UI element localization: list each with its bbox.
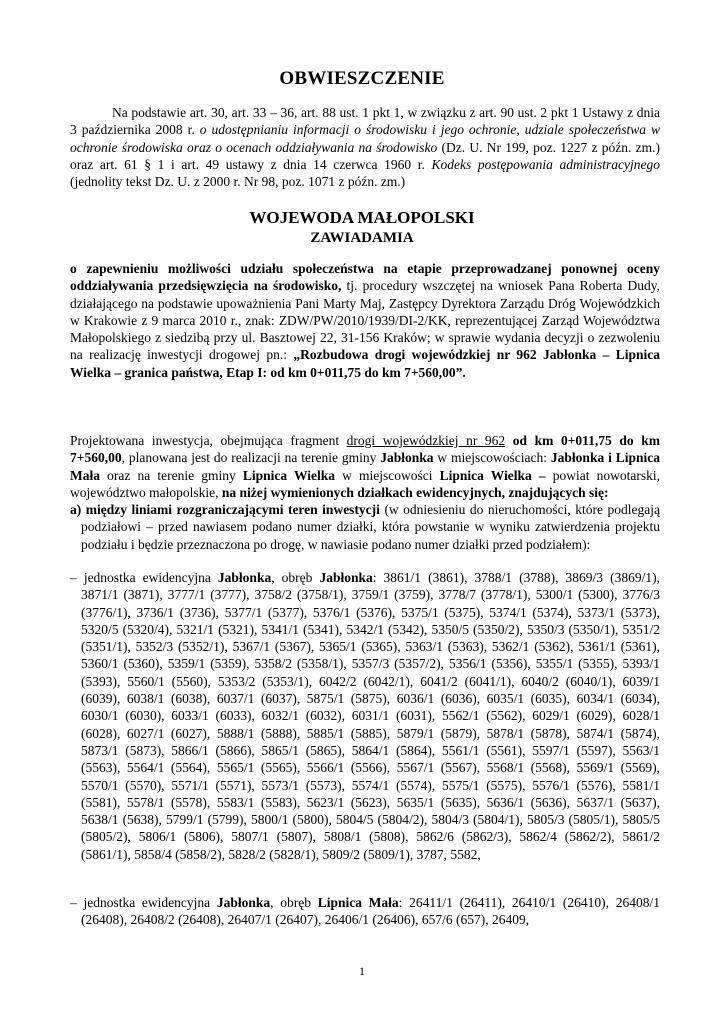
item-a-text: (w odniesieniu do nieruchomości, które podlegają podziałowi – przed nawiasem podano numer działki, która powstanie w wyniku zatwierdzenia projektu podziału i będzie przeznaczona po drogę, w nawiasie podano numer działki przed podziałem): bbox=[81, 502, 660, 552]
notice-subject: o zapewnieniu możliwości udziału społeczeństwa na etapie przeprowadzanej ponownej oceny oddziaływania przedsięwzięcia na środowisko, bbox=[70, 261, 660, 294]
unit-name: Jabłonka bbox=[217, 570, 272, 585]
precinct-label: , obręb bbox=[270, 895, 318, 910]
unit-name: Jabłonka bbox=[216, 895, 271, 910]
precinct-name: Jabłonka bbox=[319, 570, 373, 585]
action-heading: ZAWIADAMIA bbox=[310, 230, 414, 246]
investment-text: Projektowana inwestycja, obejmująca fragment bbox=[70, 433, 347, 448]
investment-paragraph bbox=[70, 432, 660, 501]
legal-basis-text: Na podstawie art. 30, art. 33 – 36, art. 88 ust. 1 pkt 1, w związku z art. 90 ust. 2 pkt 1 Ustawy z dnia 3 października 2008 r. bbox=[70, 105, 660, 138]
investment-text-4: oraz na terenie gminy bbox=[100, 467, 243, 483]
item-a-heading: a) między liniami rozgraniczającymi teren inwestycji bbox=[70, 502, 380, 517]
parcels-intro: na niżej wymienionych działkach ewidencyjnych, znajdujących się: bbox=[221, 484, 609, 500]
investment-text-2: , planowana jest do realizacji na terenie gminy bbox=[121, 450, 381, 466]
km-range: od km 0+011,75 do km 7+560,00 bbox=[70, 433, 660, 466]
unit-label: – jednostka ewidencyjna bbox=[70, 570, 218, 585]
parcel-list-lipnica-mala bbox=[70, 894, 660, 929]
authority-heading: WOJEWODA MAŁOPOLSKI bbox=[249, 208, 475, 227]
investment-text-5: w miejscowości bbox=[334, 467, 440, 483]
legal-basis-paragraph bbox=[70, 104, 660, 190]
parcel-list-jablonka bbox=[70, 569, 660, 863]
commune-lipnica-wielka: Lipnica Wielka bbox=[242, 467, 335, 483]
parcel-numbers: : 26411/1 (26411), 26410/1 (26410), 26408/1 (26408), 26408/2 (26408), 26407/1 (26407), 26406/1 (26406), 657/6 (657), 26409, bbox=[81, 895, 660, 928]
locality-lipnica-wielka: Lipnica Wielka – bbox=[439, 467, 546, 483]
parcel-numbers: : 3861/1 (3861), 3788/1 (3788), 3869/3 (3869/1), 3871/1 (3871), 3777/1 (3777), 3758/2 (3758/1), 3759/1 (3759), 3778/7 (3778/1), 5300/1 (5300), 3776/3 (3776/1), 3736/1 (3736), 5377/1 (5377), 5376/1 (5376), 5375/1 (5375), 5374/1 (5374), 5373/1 (5373), 5320/5 (5320/4), 5321/1 (5321), 5341/1 (5341), 5342/1 (5342), 5350/5 (5350/2), 5350/3 (5350/1), 5351/2 (5351/1), 5352/3 (5352/1), 5367/1 (5367), 5365/1 (5365), 5363/1 (5363), 5362/1 (5362), 5361/1 (5361), 5360/1 (5360), 5359/1 (5359), 5358/2 (5358/1), 5357/3 (5357/2), 5356/1 (5356), 5355/1 (5355), 5393/1 (5393), 5560/1 (5560), 5353/2 (5353/1), 6042/2 (6042/1), 6041/2 (6041/1), 6040/2 (6040/1), 6039/1 (6039), 6038/1 (6038), 6037/1 (6037), 5875/1 (5875), 6036/1 (6036), 6035/1 (6035), 6034/1 (6034), 6030/1 (6030), 6033/1 (6033), 6032/1 (6032), 6031/1 (6031), 5562/1 (5562), 6029/1 (6029), 6028/1 (6028), 6027/1 (6027), 5888/1 (5888), 5885/1 (5885), 5879/1 (5879), 5878/1 (5878), 5874/1 (5874), 5873/1 (5873), 5866/1 (5866), 5865/1 (5865), 5864/1 (5864), 5561/1 (5561), 5597/1 (5597), 5563/1 (5563), 5564/1 (5564), 5565/1 (5565), 5566/1 (5566), 5567/1 (5567), 5568/1 (5568), 5569/1 (5569), 5570/1 (5570), 5571/1 (5571), 5573/1 (5573), 5574/1 (5574), 5575/1 (5575), 5576/1 (5576), 5581/1 (5581), 5578/1 (5578), 5583/1 (5583), 5623/1 (5623), 5635/1 (5635), 5636/1 (5636), 5637/1 (5637), 5638/1 (5638), 5799/1 (5799), 5800/1 (5800), 5804/5 (5804/2), 5804/3 (5804/1), 5805/3 (5805/1), 5805/5 (5805/2), 5806/1 (5806), 5807/1 (5807), 5808/1 (5808), 5862/6 (5862/3), 5862/4 (5862/2), 5861/2 (5861/1), 5858/4 (5858/2), 5828/2 (5828/1), 5809/2 (5809/1), 3787, 5582, bbox=[81, 570, 660, 862]
localities: Jabłonka i Lipnica Mała bbox=[70, 450, 660, 483]
list-item-a bbox=[70, 501, 660, 553]
notice-text: tj. procedury wszczętej na wniosek Pana Roberta Dudy, działającego na podstawie upoważnienia Pani Marty Maj, Zastępcy Dyrektora Zarządu Dróg Wojewódzkich w Krakowie z 9 marca 2010 r., znak: ZDW/PW/2010/1939/DI-2/KK, reprezentującej Zarząd Województwa Małopolskiego z siedzibą przy ul. Basztowej 22, 31-156 Kraków; w sprawie wydania decyzji o zezwoleniu na realizację inwestycji drogowej pn.: bbox=[70, 278, 660, 363]
commune-jablonka: Jabłonka bbox=[380, 450, 434, 466]
document-title: OBWIESZCZENIE bbox=[279, 68, 445, 89]
legal-basis-text-2: (Dz. U. Nr 199, poz. 1227 z późn. zm.) oraz art. 61 § 1 i art. 49 ustawy z dnia 14 czerwca 1960 r. bbox=[70, 139, 660, 172]
investment-name: „Rozbudowa drogi wojewódzkiej nr 962 Jabłonka – Lipnica Wielka – granica państwa, Etap I: od km 0+011,75 do km 7+560,00”. bbox=[70, 347, 660, 380]
precinct-name: Lipnica Mała bbox=[317, 895, 399, 910]
road-name: drogi wojewódzkiej nr 962 bbox=[346, 433, 506, 448]
investment-text-3: w miejscowościach: bbox=[433, 450, 551, 466]
precinct-label: , obręb bbox=[271, 570, 320, 585]
unit-label: – jednostka ewidencyjna bbox=[70, 895, 217, 910]
legal-basis-text-3: (jednolity tekst Dz. U. z 2000 r. Nr 98, poz. 1071 z późn. zm.) bbox=[70, 174, 406, 190]
act-title: o udostępnianiu informacji o środowisku i jego ochronie, udziale społeczeństwa w ochronie środowiska oraz o ocenach oddziaływania na środowisko bbox=[70, 122, 660, 155]
investment-text-6: powiat nowotarski, województwo małopolskie, bbox=[70, 467, 660, 500]
code-title: Kodeks postępowania administracyjnego bbox=[431, 156, 660, 172]
notice-paragraph bbox=[70, 260, 660, 381]
page-number: 1 bbox=[359, 964, 365, 978]
